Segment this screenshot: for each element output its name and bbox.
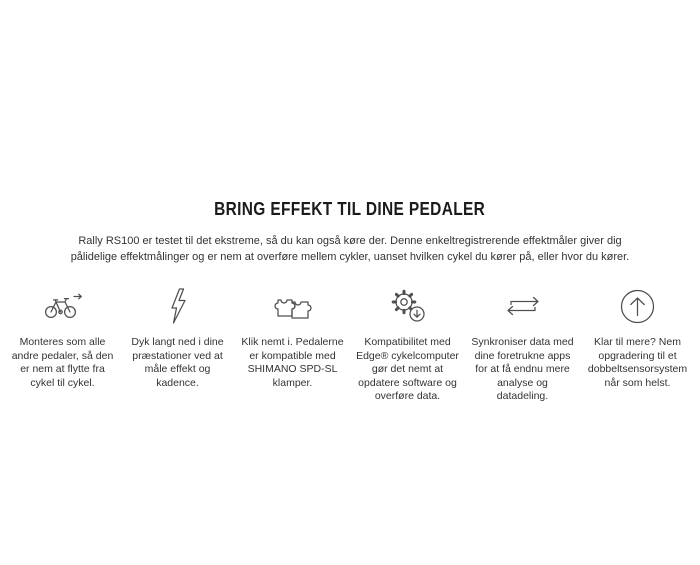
feature-cleat-compat [241,286,344,404]
page-title-text: BRING EFFEKT TIL DINE PEDALER [214,199,486,219]
page-title [0,197,700,221]
feature-upgrade [586,286,689,404]
intro-paragraph: Rally RS100 er testet til det ekstreme, så du kan også køre der. Denne enkeltregistrerende effektmåler giver dig pålidelige effektmålinger og er nem at overføre mellem cykler, uanset hvilken cykel du kører på, eller hvor du kører. [70,235,630,263]
sync-arrows-icon [504,286,542,326]
lightning-icon [166,286,190,326]
feature-row [11,286,689,404]
feature-app-sync [471,286,574,404]
feature-text: Monteres som alle andre pedaler, så den er nem at flytte fra cykel til cykel. [11,336,114,389]
feature-power-measure [126,286,229,404]
puzzle-icon [274,286,312,326]
feature-edge-compat [356,286,459,404]
feature-text: Klar til mere? Nem opgradering til et dobbeltsensorsystem når som helst. [587,336,688,389]
feature-text: Kompatibilitet med Edge® cykelcomputer gør det nemt at opdatere software og overføre data. [356,336,459,402]
feature-bike-transfer [11,286,114,404]
feature-text: Dyk langt ned i dine præstationer ved at måle effekt og kadence. [131,336,224,389]
gear-download-icon [390,286,426,326]
bike-transfer-icon [43,286,83,326]
upgrade-circle-arrow-icon [620,286,655,326]
feature-text: Synkroniser data med dine foretrukne apps for at få endnu mere analyse og datadeling. [471,336,574,402]
feature-text: Klik nemt i. Pedalerne er kompatible med SHIMANO SPD-SL klamper. [241,336,344,389]
